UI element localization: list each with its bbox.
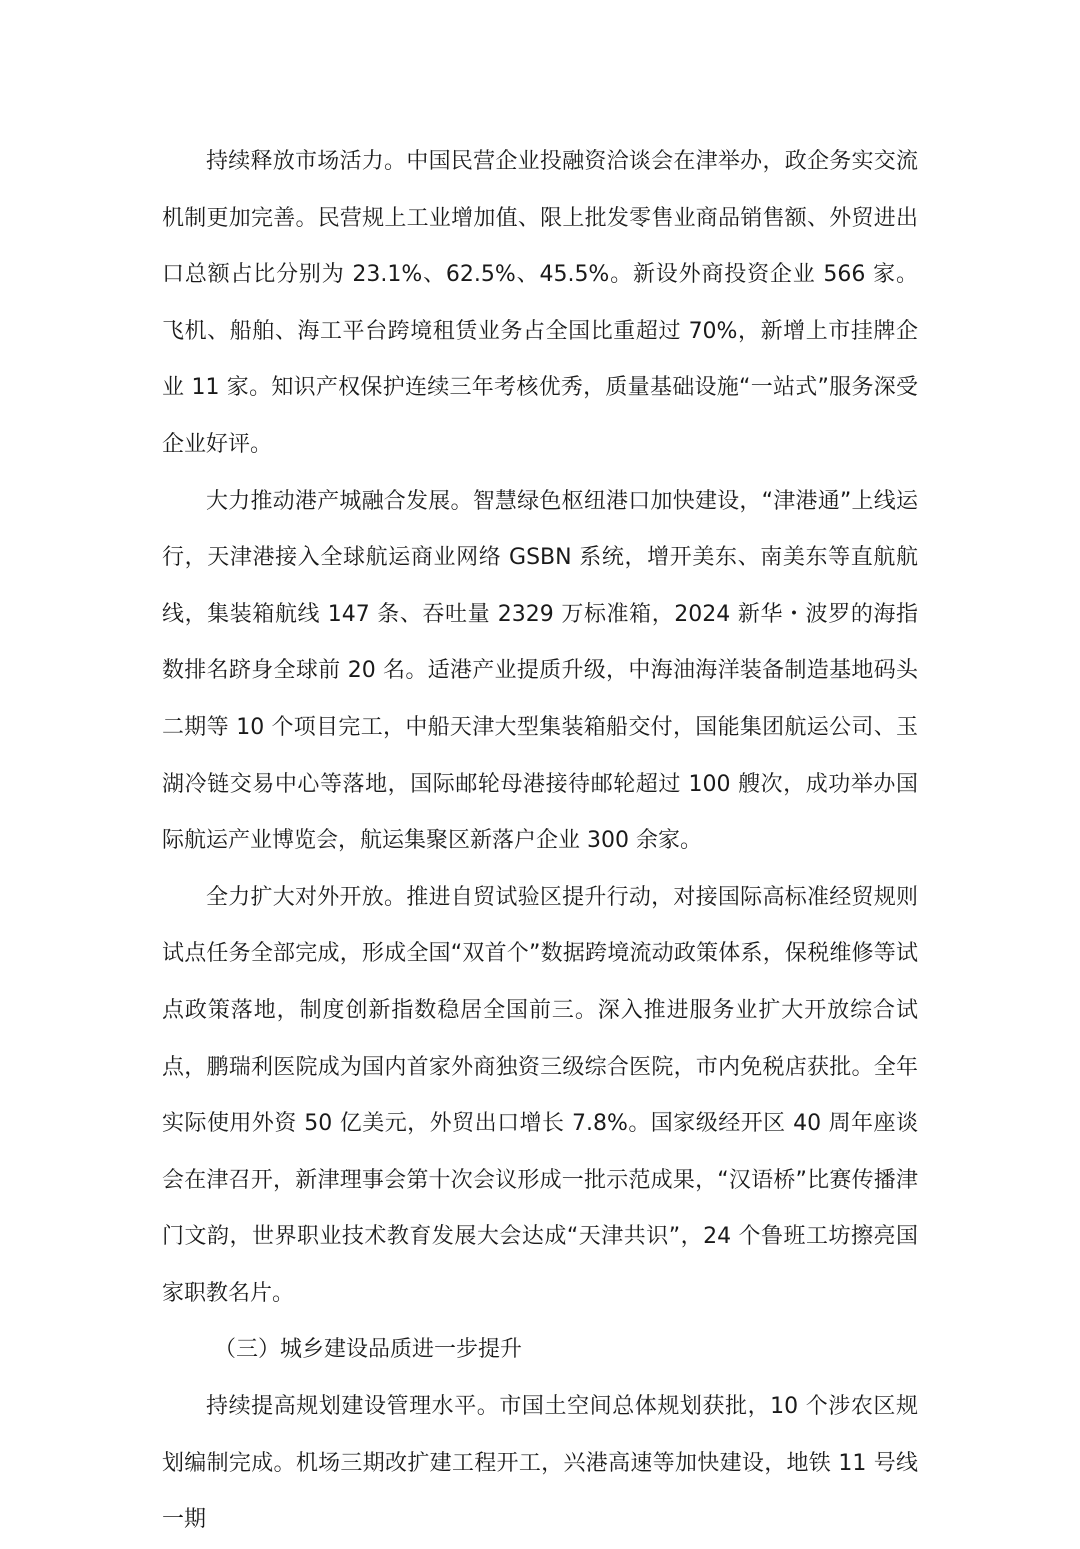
document-body xyxy=(162,134,918,1549)
paragraph-planning: 持续提高规划建设管理水平。市国土空间总体规划获批，10 个涉农区规划编制完成。机场三期改扩建工程开工，兴港高速等加快建设，地铁 11 号线一期 xyxy=(162,1394,918,1533)
paragraph-port-industry-city: 大力推动港产城融合发展。智慧绿色枢纽港口加快建设，“津港通”上线运行，天津港接入全球航运商业网络 GSBN 系统，增开美东、南美东等直航航线，集装箱航线 147 条、吞吐量 2329 万标准箱，2024 新华・波罗的海指数排名跻身全球前 20 名。适港产业提质升级，中海油海洋装备制造基地码头二期等 10 个项目完工，中船天津大型集装箱船交付，国能集团航运公司、玉湖冷链交易中心等落地，国际邮轮母港接待邮轮超过 100 艘次，成功举办国际航运产业博览会，航运集聚区新落户企业 300 余家。 xyxy=(162,488,918,854)
paragraph-opening-up: 全力扩大对外开放。推进自贸试验区提升行动，对接国际高标准经贸规则试点任务全部完成，形成全国“双首个”数据跨境流动政策体系，保税维修等试点政策落地，制度创新指数稳居全国前三。深入推进服务业扩大开放综合试点，鹏瑞利医院成为国内首家外商独资三级综合医院，市内免税店获批。全年实际使用外资 50 亿美元，外贸出口增长 7.8%。国家级经开区 40 周年座谈会在津召开，新津理事会第十次会议形成一批示范成果，“汉语桥”比赛传播津门文韵，世界职业技术教育发展大会达成“天津共识”，24 个鲁班工坊擦亮国家职教名片。 xyxy=(162,884,918,1306)
paragraph-market-vitality: 持续释放市场活力。中国民营企业投融资洽谈会在津举办，政企务实交流机制更加完善。民营规上工业增加值、限上批发零售业商品销售额、外贸进出口总额占比分别为 23.1%、62.5%、45.5%。新设外商投资企业 566 家。飞机、船舶、海工平台跨境租赁业务占全国比重超过 70%，新增上市挂牌企业 11 家。知识产权保护连续三年考核优秀，质量基础设施“一站式”服务深受企业好评。 xyxy=(162,149,918,457)
section-heading: （三）城乡建设品质进一步提升 xyxy=(214,1337,523,1363)
